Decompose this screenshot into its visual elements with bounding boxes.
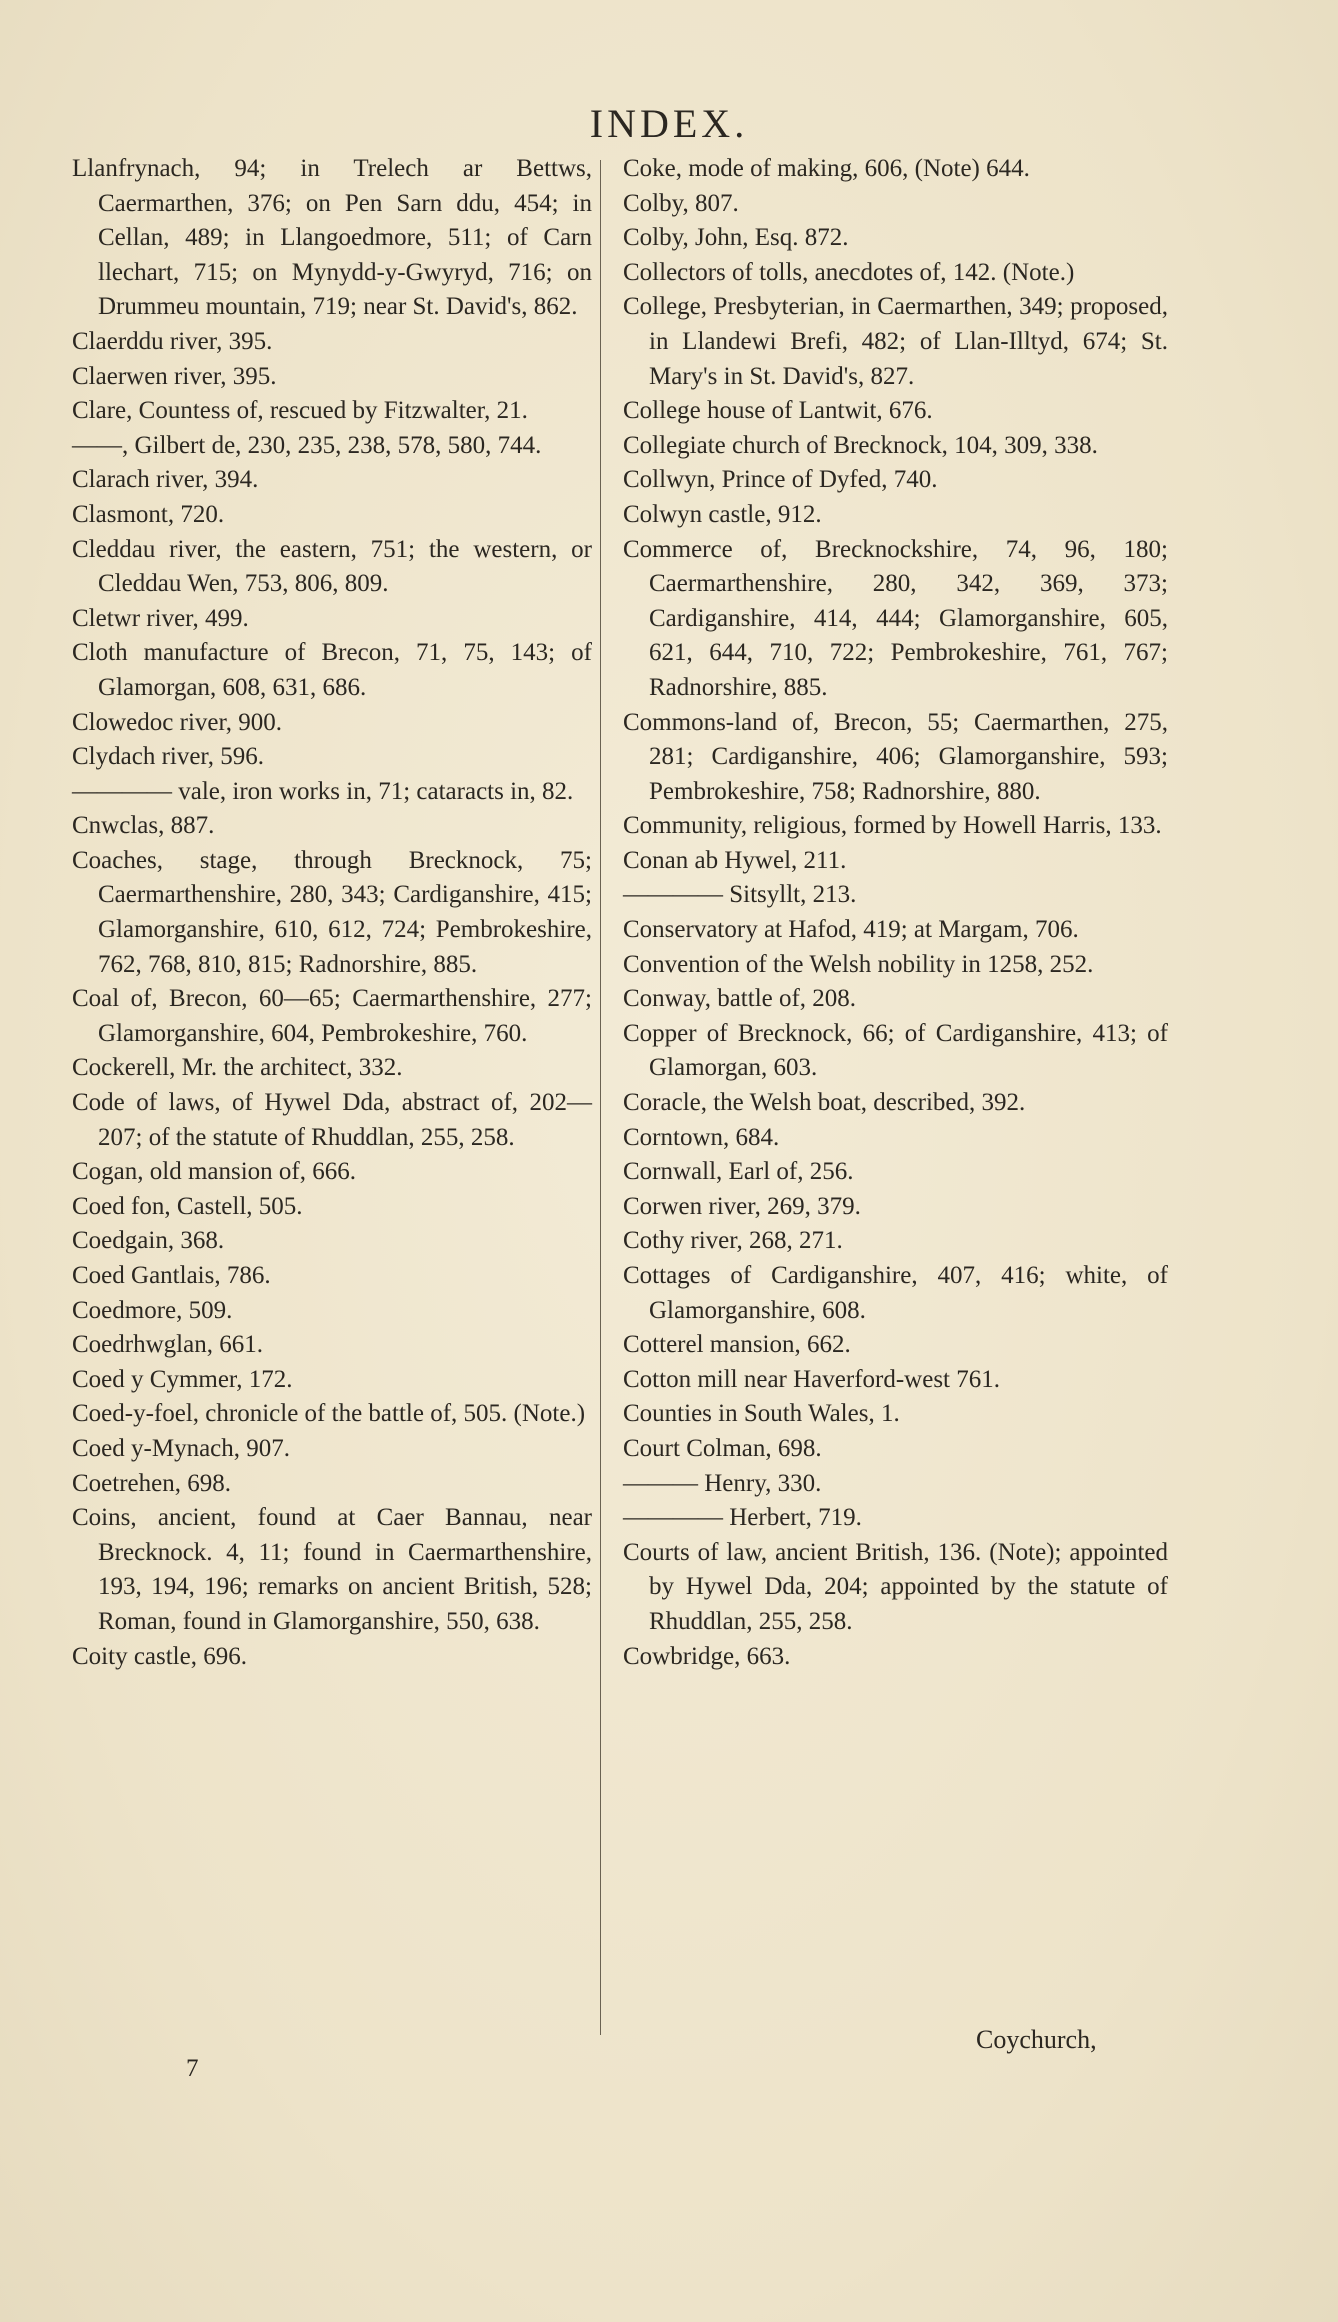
index-entry: Llanfrynach, 94; in Trelech ar Bettws, Caermarthen, 376; on Pen Sarn ddu, 454; in Cellan, 489; in Llangoedmore, 511; of Carn llechart, 715; on Mynydd-y-Gwyryd, 716; on Drummeu mountain, 719; near St. David's, 862.: [72, 155, 592, 321]
index-entry: Cottages of Cardiganshire, 407, 416; white, of Glamorganshire, 608.: [623, 1262, 1168, 1324]
index-entry: Cloth manufacture of Brecon, 71, 75, 143; of Glamorgan, 608, 631, 686.: [72, 639, 592, 701]
index-entry: ———— Herbert, 719.: [623, 1504, 862, 1532]
index-entry: Cornwall, Earl of, 256.: [623, 1158, 854, 1186]
index-entry: Coins, ancient, found at Caer Bannau, near Brecknock. 4, 11; found in Caermarthenshire, 193, 194, 196; remarks on ancient British, 528; Roman, found in Glamorganshire, 550, 638.: [72, 1504, 592, 1635]
index-entry: Clare, Countess of, rescued by Fitzwalter, 21.: [72, 397, 528, 425]
index-entry: Coedrhwglan, 661.: [72, 1331, 263, 1359]
index-entry: Clarach river, 394.: [72, 466, 259, 494]
index-entry: Coracle, the Welsh boat, described, 392.: [623, 1089, 1026, 1117]
index-entry: Coed-y-foel, chronicle of the battle of, 505. (Note.): [72, 1400, 586, 1428]
right-column: [623, 152, 1168, 1674]
index-entry: Conan ab Hywel, 211.: [623, 846, 847, 874]
index-entry: Coed y-Mynach, 907.: [72, 1434, 291, 1462]
index-entry: Coedgain, 368.: [72, 1227, 225, 1255]
index-entry: Colwyn castle, 912.: [623, 500, 822, 528]
index-entry: Collwyn, Prince of Dyfed, 740.: [623, 466, 938, 494]
index-entry: Colby, John, Esq. 872.: [623, 224, 849, 252]
index-entry: Copper of Brecknock, 66; of Cardiganshire, 413; of Glamorgan, 603.: [623, 1019, 1168, 1082]
index-entry: Corwen river, 269, 379.: [623, 1192, 861, 1220]
index-entry: College, Presbyterian, in Caermarthen, 349; proposed, in Llandewi Brefi, 482; of Llan-Illtyd, 674; St. Mary's in St. David's, 827.: [623, 293, 1168, 390]
index-entry: Cogan, old mansion of, 666.: [72, 1158, 357, 1186]
index-entry: Clasmont, 720.: [72, 500, 225, 528]
index-entry: Courts of law, ancient British, 136. (Note); appointed by Hywel Dda, 204; appointed by the statute of Rhuddlan, 255, 258.: [623, 1538, 1168, 1635]
index-entry: Commons-land of, Brecon, 55; Caermarthen, 275, 281; Cardiganshire, 406; Glamorganshire, 593; Pembrokeshire, 758; Radnorshire, 880.: [623, 708, 1168, 805]
index-entry: Cnwclas, 887.: [72, 812, 215, 840]
index-entry: Conway, battle of, 208.: [623, 985, 857, 1013]
index-entry: Code of laws, of Hywel Dda, abstract of, 202—207; of the statute of Rhuddlan, 255, 258.: [72, 1089, 592, 1151]
index-entry: Cowbridge, 663.: [623, 1642, 791, 1670]
signature-mark: 7: [186, 2055, 199, 2082]
index-entry: Claerddu river, 395.: [72, 327, 273, 355]
index-entry: ———— Sitsyllt, 213.: [623, 881, 857, 909]
page-header: INDEX.: [589, 101, 749, 146]
index-entry: Convention of the Welsh nobility in 1258, 252.: [623, 950, 1094, 978]
left-column: [72, 152, 592, 1674]
index-entry: Cothy river, 268, 271.: [623, 1227, 843, 1255]
index-entry: Cotton mill near Haverford-west 761.: [623, 1365, 1000, 1393]
index-entry: Clydach river, 596.: [72, 743, 265, 771]
index-entry: Colby, 807.: [623, 189, 739, 217]
index-entry: Coal of, Brecon, 60—65; Caermarthenshire, 277; Glamorganshire, 604, Pembrokeshire, 760.: [72, 985, 592, 1047]
index-entry: Coke, mode of making, 606, (Note) 644.: [623, 155, 1030, 182]
index-entry: College house of Lantwit, 676.: [623, 397, 933, 425]
index-entry: Coed y Cymmer, 172.: [72, 1365, 293, 1393]
index-entry: ——, Gilbert de, 230, 235, 238, 578, 580, 744.: [72, 431, 542, 459]
index-entry: Collegiate church of Brecknock, 104, 309, 338.: [623, 431, 1098, 459]
index-entry: Clowedoc river, 900.: [72, 708, 283, 736]
index-entry: Coity castle, 696.: [72, 1642, 247, 1670]
index-entry: Coed fon, Castell, 505.: [72, 1192, 303, 1220]
column-divider: [600, 160, 601, 2035]
index-entry: Community, religious, formed by Howell Harris, 133.: [623, 812, 1162, 840]
index-entry: Cleddau river, the eastern, 751; the western, or Cleddau Wen, 753, 806, 809.: [72, 535, 592, 598]
index-entry: Corntown, 684.: [623, 1123, 780, 1151]
catchword: Coychurch,: [976, 2025, 1097, 2054]
index-entry: Cockerell, Mr. the architect, 332.: [72, 1054, 403, 1082]
index-entry: Commerce of, Brecknockshire, 74, 96, 180; Caermarthenshire, 280, 342, 369, 373; Cardiganshire, 414, 444; Glamorganshire, 605, 621, 644, 710, 722; Pembrokeshire, 761, 767; Radnorshire, 885.: [623, 535, 1168, 701]
index-entry: Court Colman, 698.: [623, 1434, 822, 1462]
index-entry: Coaches, stage, through Brecknock, 75; Caermarthenshire, 280, 343; Cardiganshire, 415; Glamorganshire, 610, 612, 724; Pembrokeshire, 762, 768, 810, 815; Radnorshire, 885.: [72, 846, 592, 978]
index-entry: Coedmore, 509.: [72, 1296, 233, 1324]
index-entry: Claerwen river, 395.: [72, 362, 277, 390]
index-entry: Cotterel mansion, 662.: [623, 1331, 851, 1359]
index-entry: Coetrehen, 698.: [72, 1469, 231, 1497]
index-entry: Coed Gantlais, 786.: [72, 1262, 271, 1289]
index-entry: ———— vale, iron works in, 71; cataracts in, 82.: [72, 777, 574, 805]
index-entry: ——— Henry, 330.: [623, 1469, 822, 1497]
index-entry: Counties in South Wales, 1.: [623, 1400, 900, 1428]
index-entry: Cletwr river, 499.: [72, 604, 249, 632]
index-entry: Conservatory at Hafod, 419; at Margam, 706.: [623, 916, 1079, 944]
index-entry: Collectors of tolls, anecdotes of, 142. (Note.): [623, 258, 1075, 286]
